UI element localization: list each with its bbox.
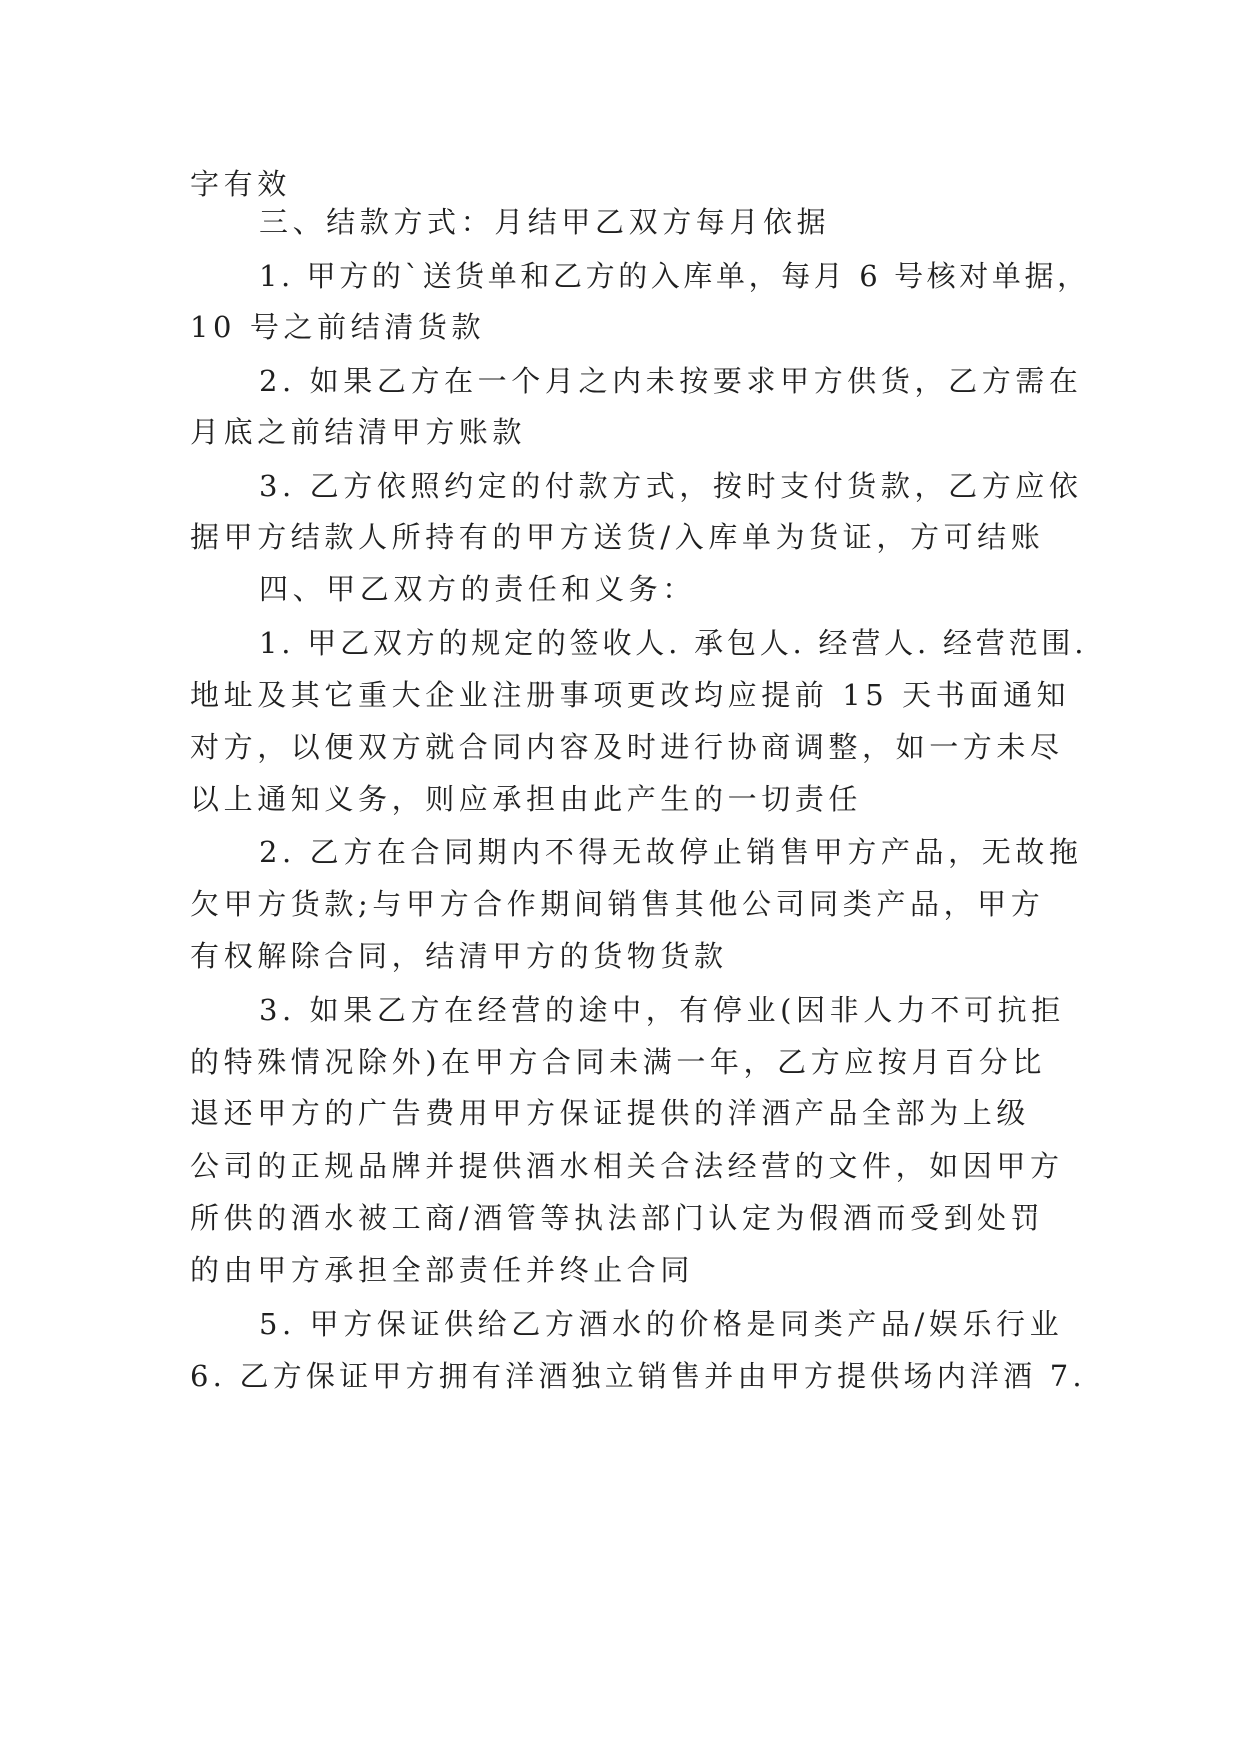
text-line-20: 公司的正规品牌并提供酒水相关合法经营的文件，如因甲方: [190, 1149, 1064, 1183]
text-line-5: 2. 如果乙方在一个月之内未按要求甲方供货，乙方需在: [259, 364, 1083, 398]
text-line-24: 6. 乙方保证甲方拥有洋酒独立销售并由甲方提供场内洋酒 7.: [190, 1359, 1086, 1393]
text-line-7: 3. 乙方依照约定的付款方式，按时支付货款，乙方应依: [259, 469, 1083, 503]
text-line-18: 的特殊情况除外)在甲方合同未满一年，乙方应按月百分比: [190, 1045, 1046, 1079]
text-line-22: 的由甲方承担全部责任并终止合同: [190, 1253, 695, 1287]
text-line-14: 2. 乙方在合同期内不得无故停止销售甲方产品，无故拖: [259, 835, 1083, 869]
text-line-11: 地址及其它重大企业注册事项更改均应提前 15 天书面通知: [190, 678, 1071, 712]
text-line-8: 据甲方结款人所持有的甲方送货/入库单为货证，方可结账: [190, 520, 1045, 554]
text-line-17: 3. 如果乙方在经营的途中，有停业(因非人力不可抗拒: [259, 993, 1065, 1027]
text-line-3: 1. 甲方的`送货单和乙方的入库单，每月 6 号核对单据，: [259, 259, 1090, 293]
text-line-1: 字有效: [190, 167, 291, 201]
text-line-19: 退还甲方的广告费用甲方保证提供的洋酒产品全部为上级: [190, 1096, 1031, 1130]
text-line-6: 月底之前结清甲方账款: [190, 415, 527, 449]
section-heading-responsibilities: 四、甲乙双方的责任和义务：: [259, 572, 696, 606]
text-line-12: 对方，以便双方就合同内容及时进行协商调整，如一方未尽: [190, 730, 1064, 764]
text-line-16: 有权解除合同，结清甲方的货物货款: [190, 939, 728, 973]
section-heading-settlement: 三、结款方式：月结甲乙双方每月依据: [259, 205, 831, 239]
text-line-15: 欠甲方货款;与甲方合作期间销售其他公司同类产品，甲方: [190, 887, 1045, 921]
text-line-13: 以上通知义务，则应承担由此产生的一切责任: [190, 782, 863, 816]
text-line-21: 所供的酒水被工商/酒管等执法部门认定为假酒而受到处罚: [190, 1201, 1045, 1235]
text-line-4: 10 号之前结清货款: [190, 310, 486, 344]
text-line-23: 5. 甲方保证供给乙方酒水的价格是同类产品/娱乐行业: [259, 1307, 1064, 1341]
text-line-10: 1. 甲乙双方的规定的签收人. 承包人. 经营人. 经营范围.: [259, 626, 1088, 660]
